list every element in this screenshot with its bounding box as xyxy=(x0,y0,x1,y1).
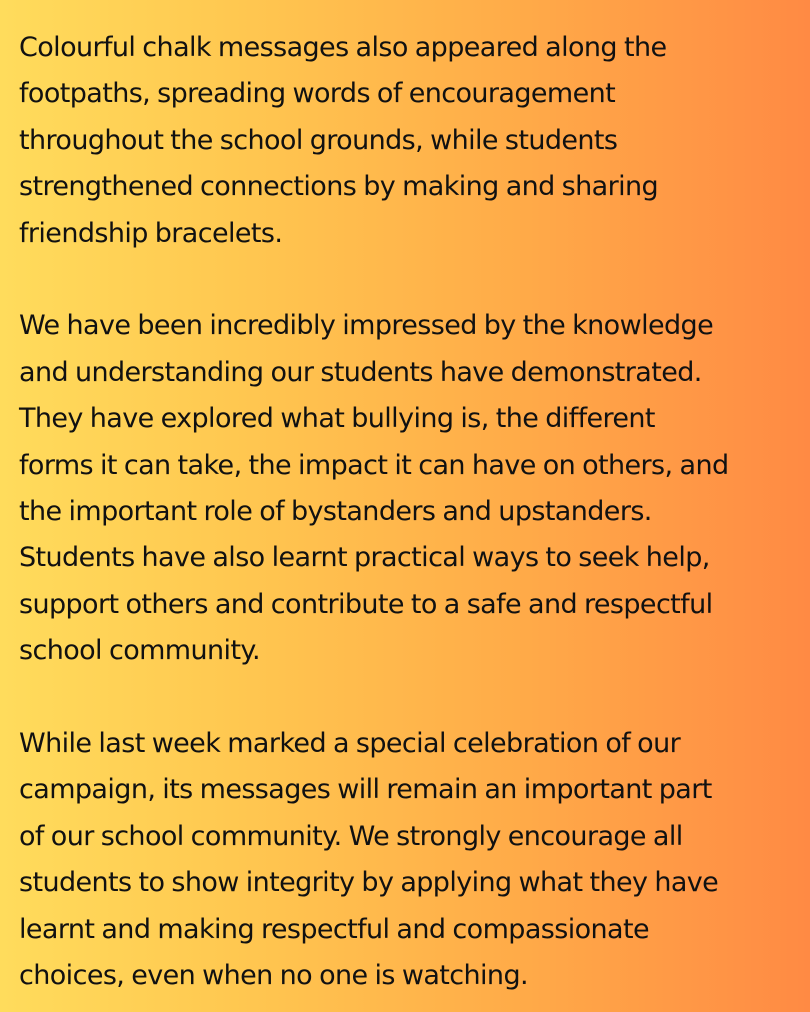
paragraph-chalk-messages: Colourful chalk messages also appeared along the footpaths, spreading words of encouragement throughout the school grounds, while students strengthened connections by making and sharing friendship bracelets. xyxy=(19,32,667,249)
paragraph-campaign-continuation: While last week marked a special celebration of our campaign, its messages will remain an important part of our school community. We strongly encourage all students to show integrity by applying what they have learnt and making respectful and compassionate choices, even when no one is watching. xyxy=(19,728,719,992)
article-body xyxy=(19,25,799,1000)
paragraph-student-learning: We have been incredibly impressed by the knowledge and understanding our students have demonstrated. They have explored what bullying is, the different forms it can take, the impact it can have on others, and the important role of bystanders and upstanders. Students have also learnt practical ways to seek help, support others and contribute to a safe and respectful school community. xyxy=(19,310,729,667)
